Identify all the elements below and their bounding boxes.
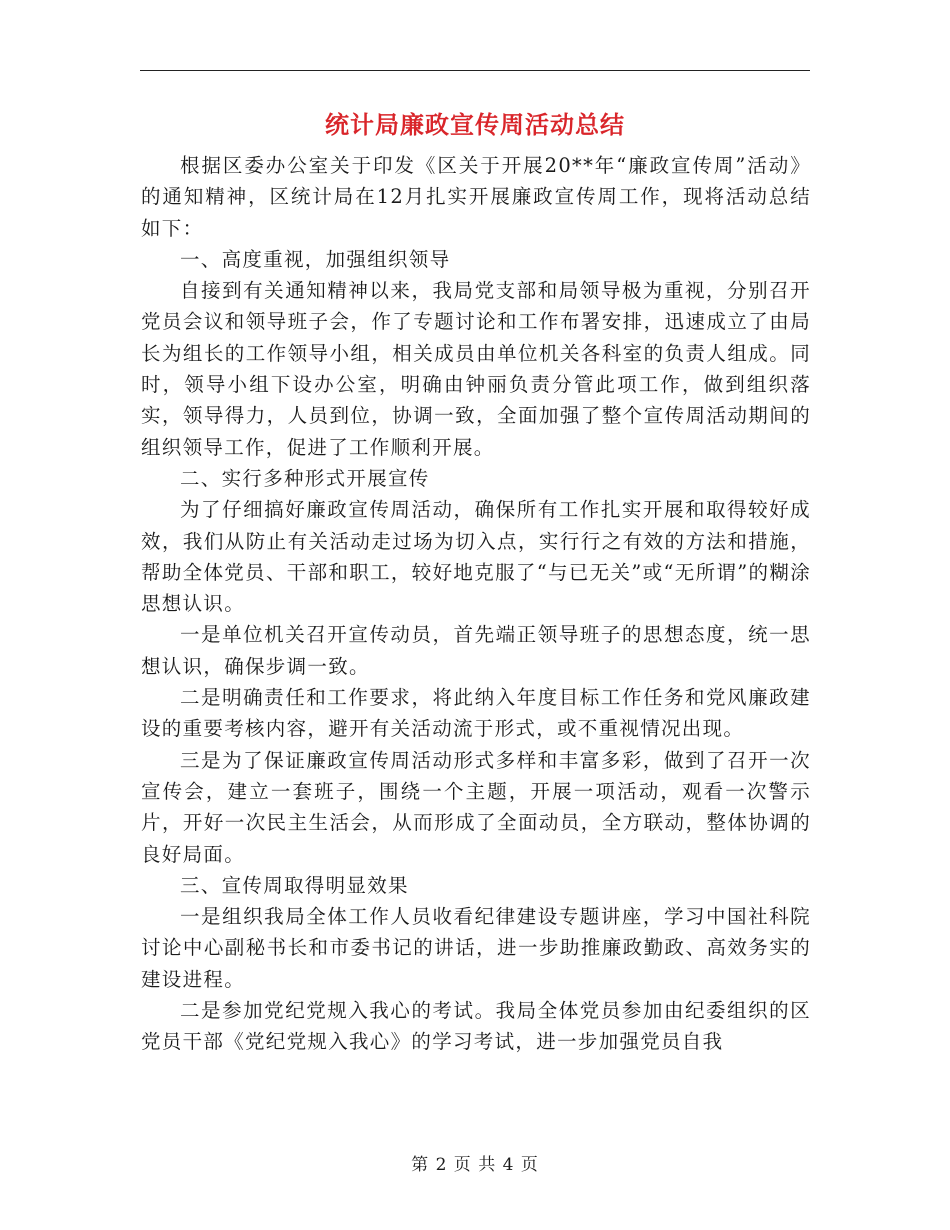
intro-paragraph: 根据区委办公室关于印发《区关于开展20**年“廉政宣传周”活动》的通知精神，区统计局在12月扎实开展廉政宣传周工作，现将活动总结如下： [141, 154, 811, 240]
document-body [141, 150, 811, 1058]
body-paragraph: 一是单位机关召开宣传动员，首先端正领导班子的思想态度，统一思想认识，确保步调一致。 [141, 623, 811, 678]
header-rule [140, 70, 810, 71]
section-heading-2: 二、实行多种形式开展宣传 [180, 466, 430, 490]
body-paragraph: 自接到有关通知精神以来，我局党支部和局领导极为重视，分别召开党员会议和领导班子会，作了专题讨论和工作布署安排，迅速成立了由局长为组长的工作领导小组，相关成员由单位机关各科室的负责人组成。同时，领导小组下设办公室，明确由钟丽负责分管此项工作，做到组织落实，领导得力，人员到位，协调一致，全面加强了整个宣传周活动期间的组织领导工作，促进了工作顺利开展。 [141, 279, 811, 459]
section-heading-1: 一、高度重视，加强组织领导 [180, 247, 451, 271]
page-footer: 第 2 页 共 4 页 [411, 1155, 539, 1175]
body-paragraph: 一是组织我局全体工作人员收看纪律建设专题讲座，学习中国社科院讨论中心副秘书长和市委书记的讲话，进一步助推廉政勤政、高效务实的建设进程。 [141, 905, 811, 991]
section-heading-3: 三、宣传周取得明显效果 [180, 873, 409, 897]
body-paragraph: 二是明确责任和工作要求，将此纳入年度目标工作任务和党风廉政建设的重要考核内容，避开有关活动流于形式，或不重视情况出现。 [141, 686, 811, 741]
body-paragraph: 三是为了保证廉政宣传周活动形式多样和丰富多彩，做到了召开一次宣传会，建立一套班子，围绕一个主题，开展一项活动，观看一次警示片，开好一次民主生活会，从而形成了全面动员，全方联动，整体协调的良好局面。 [141, 748, 811, 866]
body-paragraph: 二是参加党纪党规入我心的考试。我局全体党员参加由纪委组织的区党员干部《党纪党规入我心》的学习考试，进一步加强党员自我 [141, 999, 811, 1054]
body-paragraph: 为了仔细搞好廉政宣传周活动，确保所有工作扎实开展和取得较好成效，我们从防止有关活动走过场为切入点，实行行之有效的方法和措施，帮助全体党员、干部和职工，较好地克服了“与已无关”或“无所谓”的糊涂思想认识。 [141, 498, 811, 616]
document-title: 统计局廉政宣传周活动总结 [325, 110, 625, 139]
